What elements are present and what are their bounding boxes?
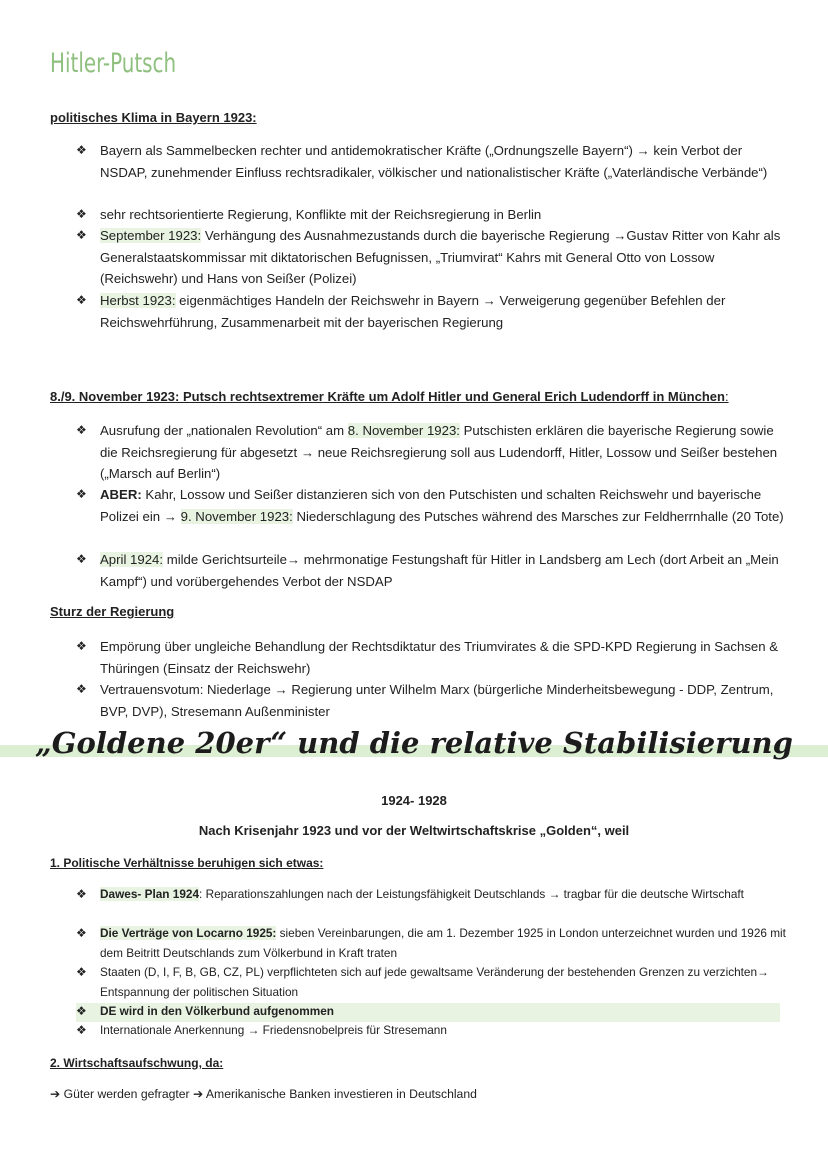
list-item-text — [100, 885, 788, 905]
date-highlight: April 1924: — [100, 552, 164, 567]
subtitle: Nach Krisenjahr 1923 und vor der Weltwirtschaftskrise „Golden“, weil — [198, 823, 630, 838]
list-item — [76, 549, 788, 592]
diamond-bullet-icon: ❖ — [76, 887, 87, 901]
list-item-body: : Reparationszahlungen nach der Leistungsfähigkeit Deutschlands → tragbar für die deutsche Wirtschaft — [199, 887, 744, 901]
list-item-text: DE wird in den Völkerbund aufgenommen — [100, 1004, 334, 1018]
list-item-body: Kahr, Lossow und Seißer distanzieren sich von den Putschisten und schalten Reichswehr und bayerische Polizei ein → — [100, 487, 762, 524]
list-item — [76, 225, 788, 290]
diamond-bullet-icon: ❖ — [76, 552, 87, 566]
diamond-bullet-icon: ❖ — [76, 1004, 87, 1018]
date-highlight: September 1923: — [100, 228, 202, 243]
list-item — [76, 420, 788, 485]
list-item-text: Staaten (D, I, F, B, GB, CZ, PL) verpflichteten sich auf jede gewaltsame Veränderung der bestehenden Grenzen zu verzichten→ Entspannung der politischen Situation — [100, 965, 769, 999]
section-heading-klima: politisches Klima in Bayern 1923: — [50, 110, 257, 125]
diamond-bullet-icon: ❖ — [76, 487, 87, 501]
diamond-bullet-icon: ❖ — [76, 1023, 87, 1037]
list-item-body: Niederschlagung des Putsches während des Marsches zur Feldherrnhalle (20 Tote) — [292, 508, 784, 524]
list-item-text — [100, 549, 788, 592]
list-item — [76, 924, 788, 963]
list-item — [76, 1002, 788, 1022]
section-heading-wirtschaft: 2. Wirtschaftsaufschwung, da: — [50, 1056, 224, 1070]
diamond-bullet-icon: ❖ — [76, 143, 87, 157]
section-heading-text: 8./9. November 1923: Putsch rechtsextremer Kräfte um Adolf Hitler und General Erich Ludendorff in München — [50, 389, 725, 404]
list-item-body: eigenmächtiges Handeln der Reichswehr in Bayern → Verweigerung gegenüber Befehlen der Reichswehrführung, Zusammenarbeit mit der bayerischen Regierung — [100, 293, 726, 330]
bold-label: ABER: — [100, 487, 142, 502]
list-item — [76, 484, 788, 527]
list-item-text: Empörung über ungleiche Behandlung der Rechtsdiktatur des Triumvirates & die SPD-KPD Regierung in Sachsen & Thüringen (Einsatz der Reichswehr) — [100, 639, 779, 676]
list-item-text — [100, 420, 788, 485]
diamond-bullet-icon: ❖ — [76, 682, 87, 696]
section-heading-colon: : — [724, 389, 729, 404]
date-highlight: 8. November 1923: — [347, 423, 460, 438]
list-item-text — [100, 924, 788, 963]
page-title: Hitler-Putsch — [50, 48, 177, 79]
list-item-text: Internationale Anerkennung → Friedensnobelpreis für Stresemann — [100, 1023, 447, 1037]
section-banner-title: „Goldene 20er“ und die relative Stabilisierung — [35, 726, 793, 760]
list-item — [76, 290, 788, 333]
list-item — [76, 885, 788, 905]
list-item-text: sehr rechtsorientierte Regierung, Konflikte mit der Reichsregierung in Berlin — [100, 207, 542, 222]
economy-line: ➔ Güter werden gefragter ➔ Amerikanische Banken investieren in Deutschland — [50, 1087, 477, 1101]
diamond-bullet-icon: ❖ — [76, 228, 87, 242]
list-item — [76, 963, 788, 1002]
list-item — [76, 1021, 788, 1041]
date-highlight: Herbst 1923: — [100, 293, 176, 308]
section-heading-politik: 1. Politische Verhältnisse beruhigen sich etwas: — [50, 856, 324, 870]
section-heading-putsch — [50, 389, 729, 404]
date-highlight: 9. November 1923: — [180, 508, 293, 524]
list-item — [76, 204, 788, 226]
bold-label: Dawes- Plan 1924 — [100, 887, 200, 901]
diamond-bullet-icon: ❖ — [76, 639, 87, 653]
list-item-body: Verhängung des Ausnahmezustands durch die bayerische Regierung →Gustav Ritter von Kahr als Generalstaatskommissar mit diktatorischen Befugnissen, „Triumvirat“ Kahrs mit General Otto von Lossow (Reichswehr) und Hans von Seißer (Polizei) — [100, 228, 781, 286]
diamond-bullet-icon: ❖ — [76, 423, 87, 437]
list-item — [76, 679, 788, 722]
section-heading-sturz: Sturz der Regierung — [50, 604, 175, 619]
diamond-bullet-icon: ❖ — [76, 926, 87, 940]
list-item-body: milde Gerichtsurteile→ mehrmonatige Festungshaft für Hitler in Landsberg am Lech (dort Arbeit an „Mein Kampf“) und vorübergehendes Verbot der NSDAP — [100, 552, 779, 589]
years-label: 1924- 1928 — [381, 793, 447, 808]
list-item-text: Vertrauensvotum: Niederlage → Regierung unter Wilhelm Marx (bürgerliche Minderheitsbewegung - DDP, Zentrum, BVP, DVP), Stresemann Außenminister — [100, 682, 774, 719]
list-item — [76, 140, 788, 183]
list-item — [76, 636, 788, 679]
bold-label: Die Verträge von Locarno 1925: — [100, 926, 277, 940]
list-item-body: sieben Vereinbarungen, die am 1. Dezember 1925 in London unterzeichnet wurden und 1926 mit dem Beitritt Deutschlands zum Völkerbund in Kraft traten — [100, 926, 786, 960]
list-item-text — [100, 290, 788, 333]
list-item-text — [100, 484, 788, 527]
list-item-text: Bayern als Sammelbecken rechter und antidemokratischer Kräfte („Ordnungszelle Bayern“) → kein Verbot der NSDAP, zunehmender Einfluss rechtsradikaler, völkischer und nationalistischer Kräfte („Vaterländische Verbände“) — [100, 143, 768, 180]
diamond-bullet-icon: ❖ — [76, 207, 87, 221]
list-item-text — [100, 225, 788, 290]
list-item-body: Putschisten erklären die bayerische Regierung sowie die Reichsregierung für abgesetzt → neue Reichsregierung soll aus Ludendorff, Hitler, Lossow und Seißer bestehen („Marsch auf Berlin“) — [100, 423, 778, 481]
diamond-bullet-icon: ❖ — [76, 965, 87, 979]
diamond-bullet-icon: ❖ — [76, 293, 87, 307]
list-item-body: Ausrufung der „nationalen Revolution“ am — [100, 423, 348, 438]
